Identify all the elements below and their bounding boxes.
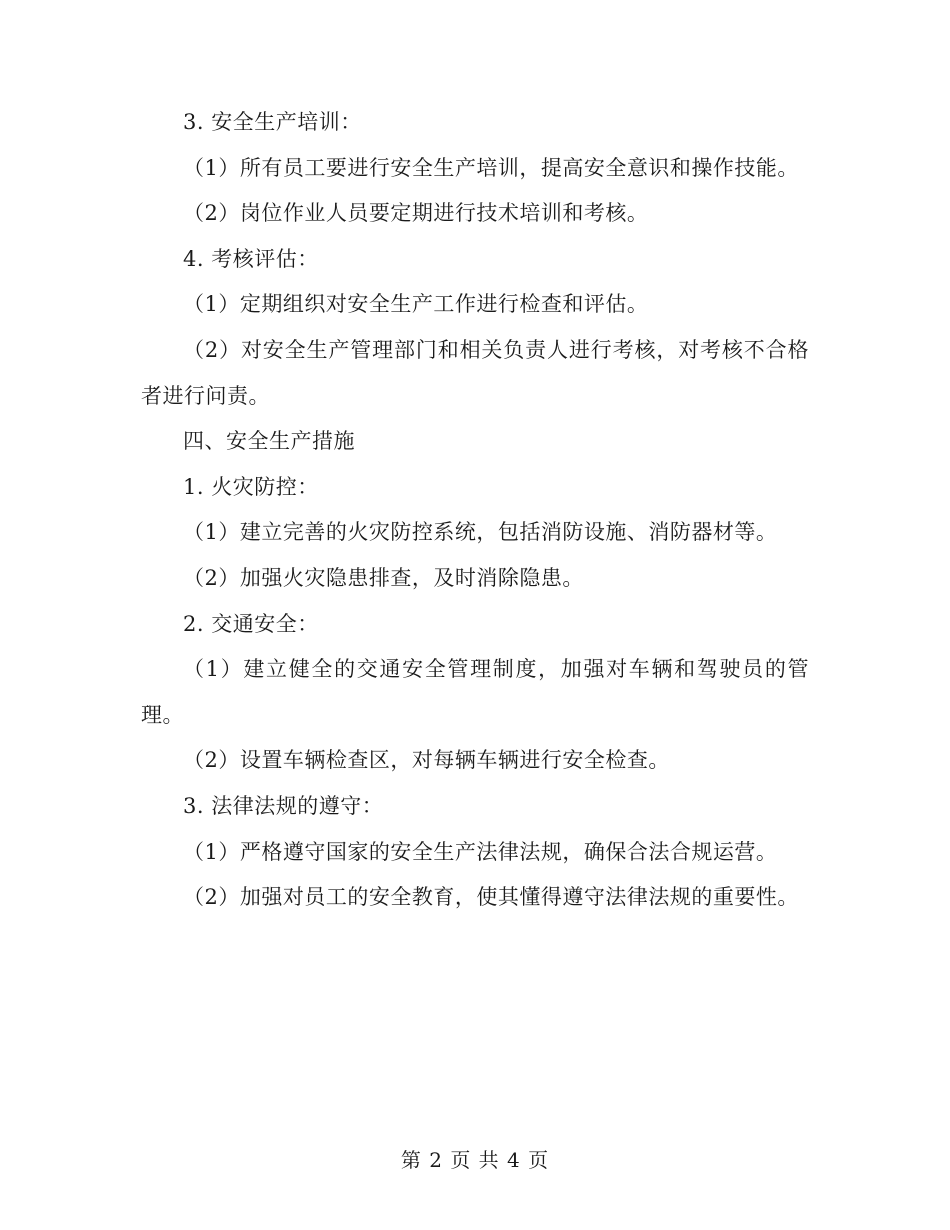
- paragraph-fire-item-1: （1）建立完善的火灾防控系统，包括消防设施、消防器材等。: [183, 520, 778, 545]
- paragraph-training-item-1: （1）所有员工要进行安全生产培训，提高安全意识和操作技能。: [183, 155, 799, 180]
- paragraph-law-item-1: （1）严格遵守国家的安全生产法律法规，确保合法合规运营。: [183, 839, 778, 864]
- paragraph-training-item-2: （2）岗位作业人员要定期进行技术培训和考核。: [183, 201, 649, 226]
- page-footer: [0, 1144, 950, 1173]
- document-body: [141, 100, 809, 921]
- paragraph-assessment-heading: 4. 考核评估：: [183, 246, 319, 271]
- section-heading-safety-measures: 四、安全生产措施: [183, 429, 355, 454]
- paragraph-assessment-item-2: （2）对安全生产管理部门和相关负责人进行考核，对考核不合格者进行问责。: [141, 337, 809, 408]
- paragraph-traffic-item-2: （2）设置车辆检查区，对每辆车辆进行安全检查。: [183, 748, 670, 773]
- page-number-label: 第 2 页 共 4 页: [400, 1148, 550, 1172]
- paragraph-fire-heading: 1. 火灾防控：: [183, 474, 319, 499]
- paragraph-traffic-item-1: （1）建立健全的交通安全管理制度，加强对车辆和驾驶员的管理。: [141, 657, 809, 727]
- paragraph-traffic-heading: 2. 交通安全：: [183, 611, 319, 636]
- paragraph-training-heading: 3. 安全生产培训：: [183, 110, 362, 134]
- paragraph-law-heading: 3. 法律法规的遵守：: [183, 793, 384, 818]
- paragraph-fire-item-2: （2）加强火灾隐患排查，及时消除隐患。: [183, 565, 584, 590]
- paragraph-assessment-item-1: （1）定期组织对安全生产工作进行检查和评估。: [183, 292, 649, 317]
- paragraph-law-item-2: （2）加强对员工的安全教育，使其懂得遵守法律法规的重要性。: [183, 885, 799, 910]
